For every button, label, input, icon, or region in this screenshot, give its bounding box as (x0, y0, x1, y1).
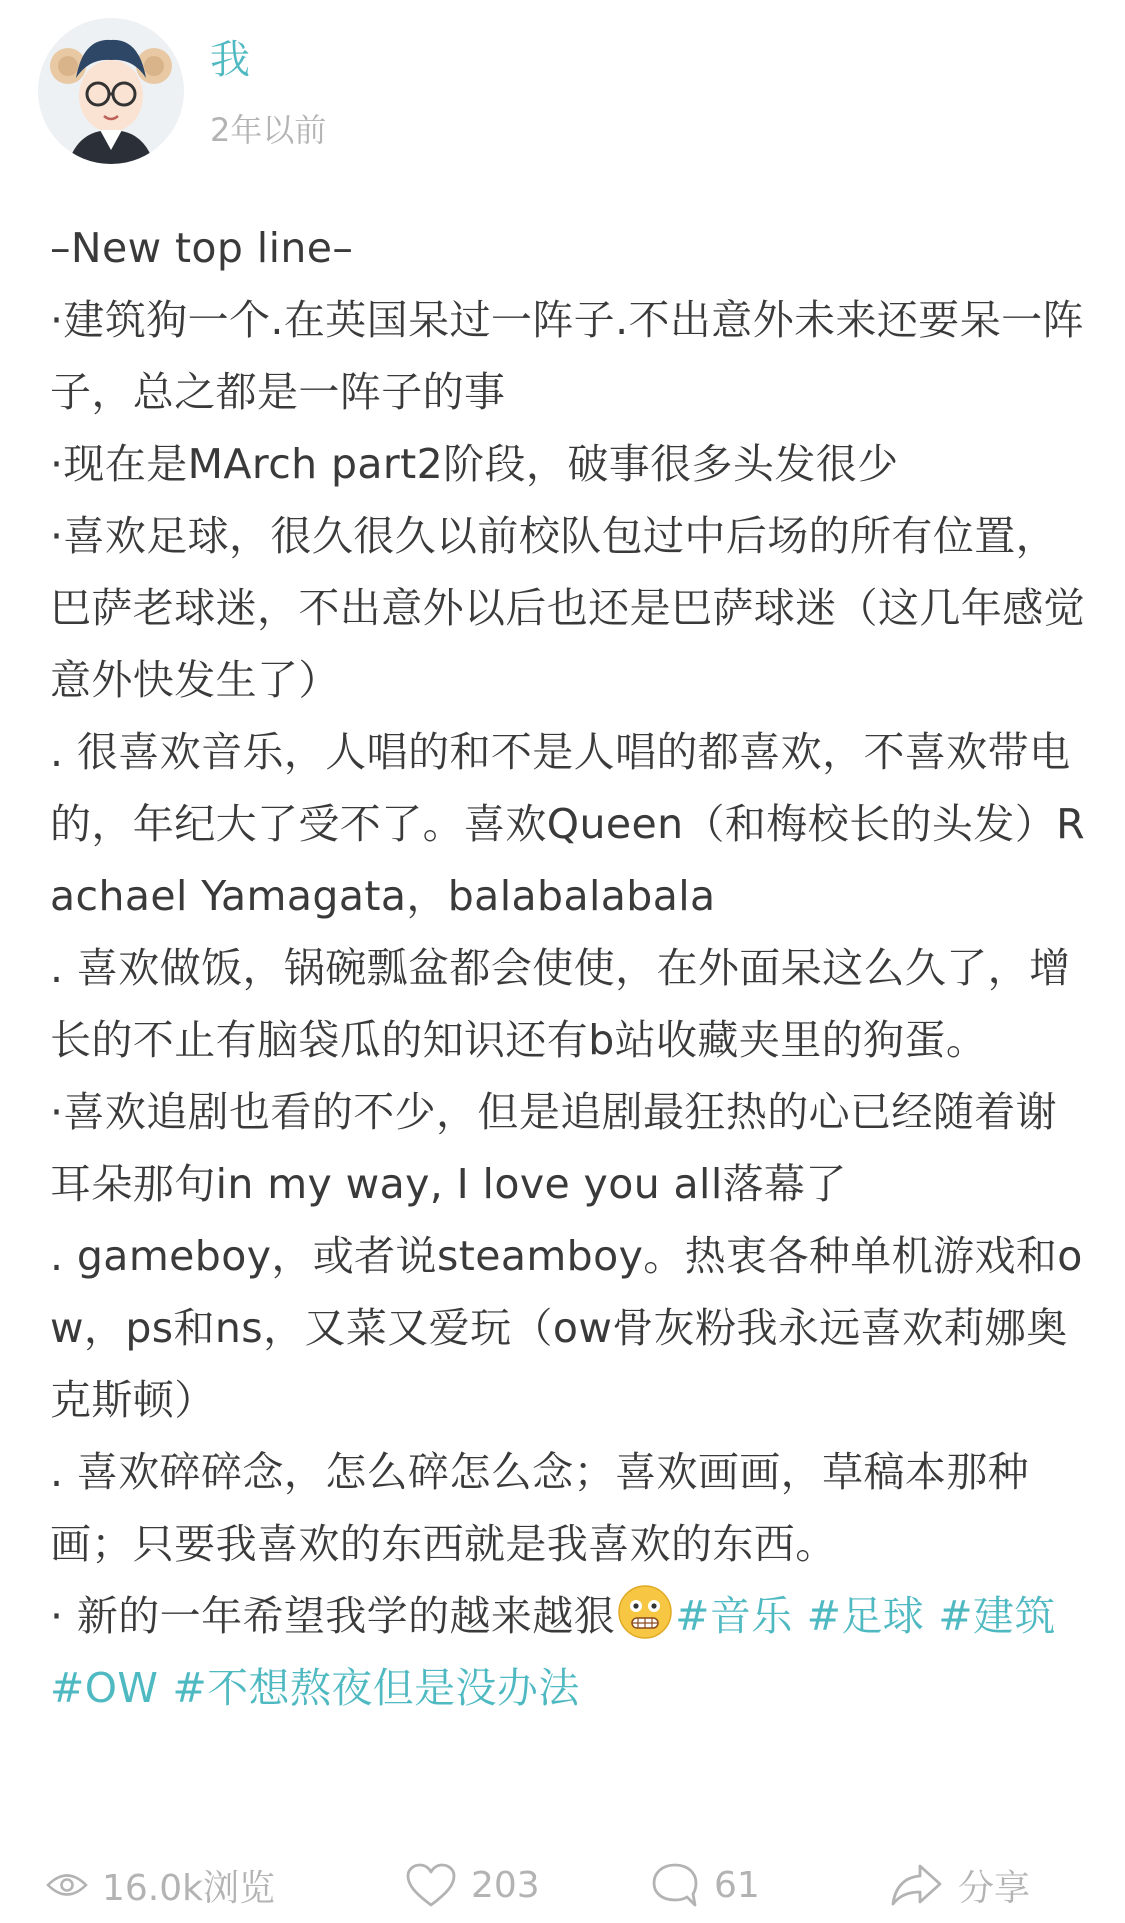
post-time: 2年以前 (210, 111, 327, 149)
username[interactable]: 我 (210, 37, 251, 83)
post-paragraph: . 喜欢做饭，锅碗瓢盆都会使使，在外面呆这么久了，增长的不止有脑袋瓜的知识还有b站收藏夹里的狗蛋。 (50, 944, 1071, 1064)
hashtag-ow[interactable]: #OW (50, 1664, 159, 1712)
share-arrow-icon (890, 1862, 944, 1908)
post-paragraph: ·喜欢追剧也看的不少，但是追剧最狂热的心已经随着谢耳朵那句in my way, I love you all落幕了 (50, 1088, 1058, 1208)
like-count: 203 (471, 1864, 540, 1906)
like-button[interactable] (405, 1850, 540, 1920)
comment-bubble-icon (650, 1861, 700, 1909)
post-paragraph: –New top line– (50, 224, 354, 272)
hashtag-architecture[interactable]: #建筑 (938, 1592, 1056, 1640)
post-content (50, 212, 1090, 1724)
views-counter (46, 1850, 275, 1920)
post-paragraph: ·现在是MArch part2阶段，破事很多头发很少 (50, 440, 899, 488)
share-label: 分享 (958, 1867, 1031, 1909)
action-bar (0, 1850, 1125, 1920)
avatar-illustration (38, 18, 184, 164)
comment-button[interactable] (650, 1850, 760, 1920)
post-paragraph: . 喜欢碎碎念，怎么碎怎么念；喜欢画画，草稿本那种画；只要我喜欢的东西就是我喜欢的东西。 (50, 1448, 1030, 1568)
post-paragraph: ·建筑狗一个.在英国呆过一阵子.不出意外未来还要呆一阵子，总之都是一阵子的事 (50, 296, 1084, 416)
eye-icon (46, 1870, 88, 1900)
post-last-paragraph (50, 1580, 1090, 1724)
heart-icon (405, 1862, 457, 1908)
post-header (38, 18, 1078, 178)
post-last-line: · 新的一年希望我学的越来越狠 (50, 1592, 616, 1640)
comment-count: 61 (714, 1864, 760, 1906)
share-button[interactable] (890, 1850, 1030, 1920)
hashtag-no-stay-up[interactable]: #不想熬夜但是没办法 (172, 1664, 580, 1712)
views-count: 16.0k浏览 (102, 1867, 276, 1909)
avatar[interactable] (38, 18, 184, 164)
post-paragraph: . gameboy，或者说steamboy。热衷各种单机游戏和ow，ps和ns，又菜又爱玩（ow骨灰粉我永远喜欢莉娜奥克斯顿） (50, 1232, 1083, 1424)
grimacing-face-emoji (617, 1584, 673, 1640)
hashtag-football[interactable]: #足球 (806, 1592, 925, 1640)
post-paragraph: ·喜欢足球，很久很久以前校队包过中后场的所有位置，巴萨老球迷，不出意外以后也还是巴萨球迷（这几年感觉意外快发生了） (50, 512, 1085, 704)
hashtag-music[interactable]: #音乐 (675, 1592, 793, 1640)
post-paragraph: . 很喜欢音乐，人唱的和不是人唱的都喜欢，不喜欢带电的，年纪大了受不了。喜欢Queen（和梅校长的头发）Rachael Yamagata，balabalabala (50, 728, 1085, 920)
